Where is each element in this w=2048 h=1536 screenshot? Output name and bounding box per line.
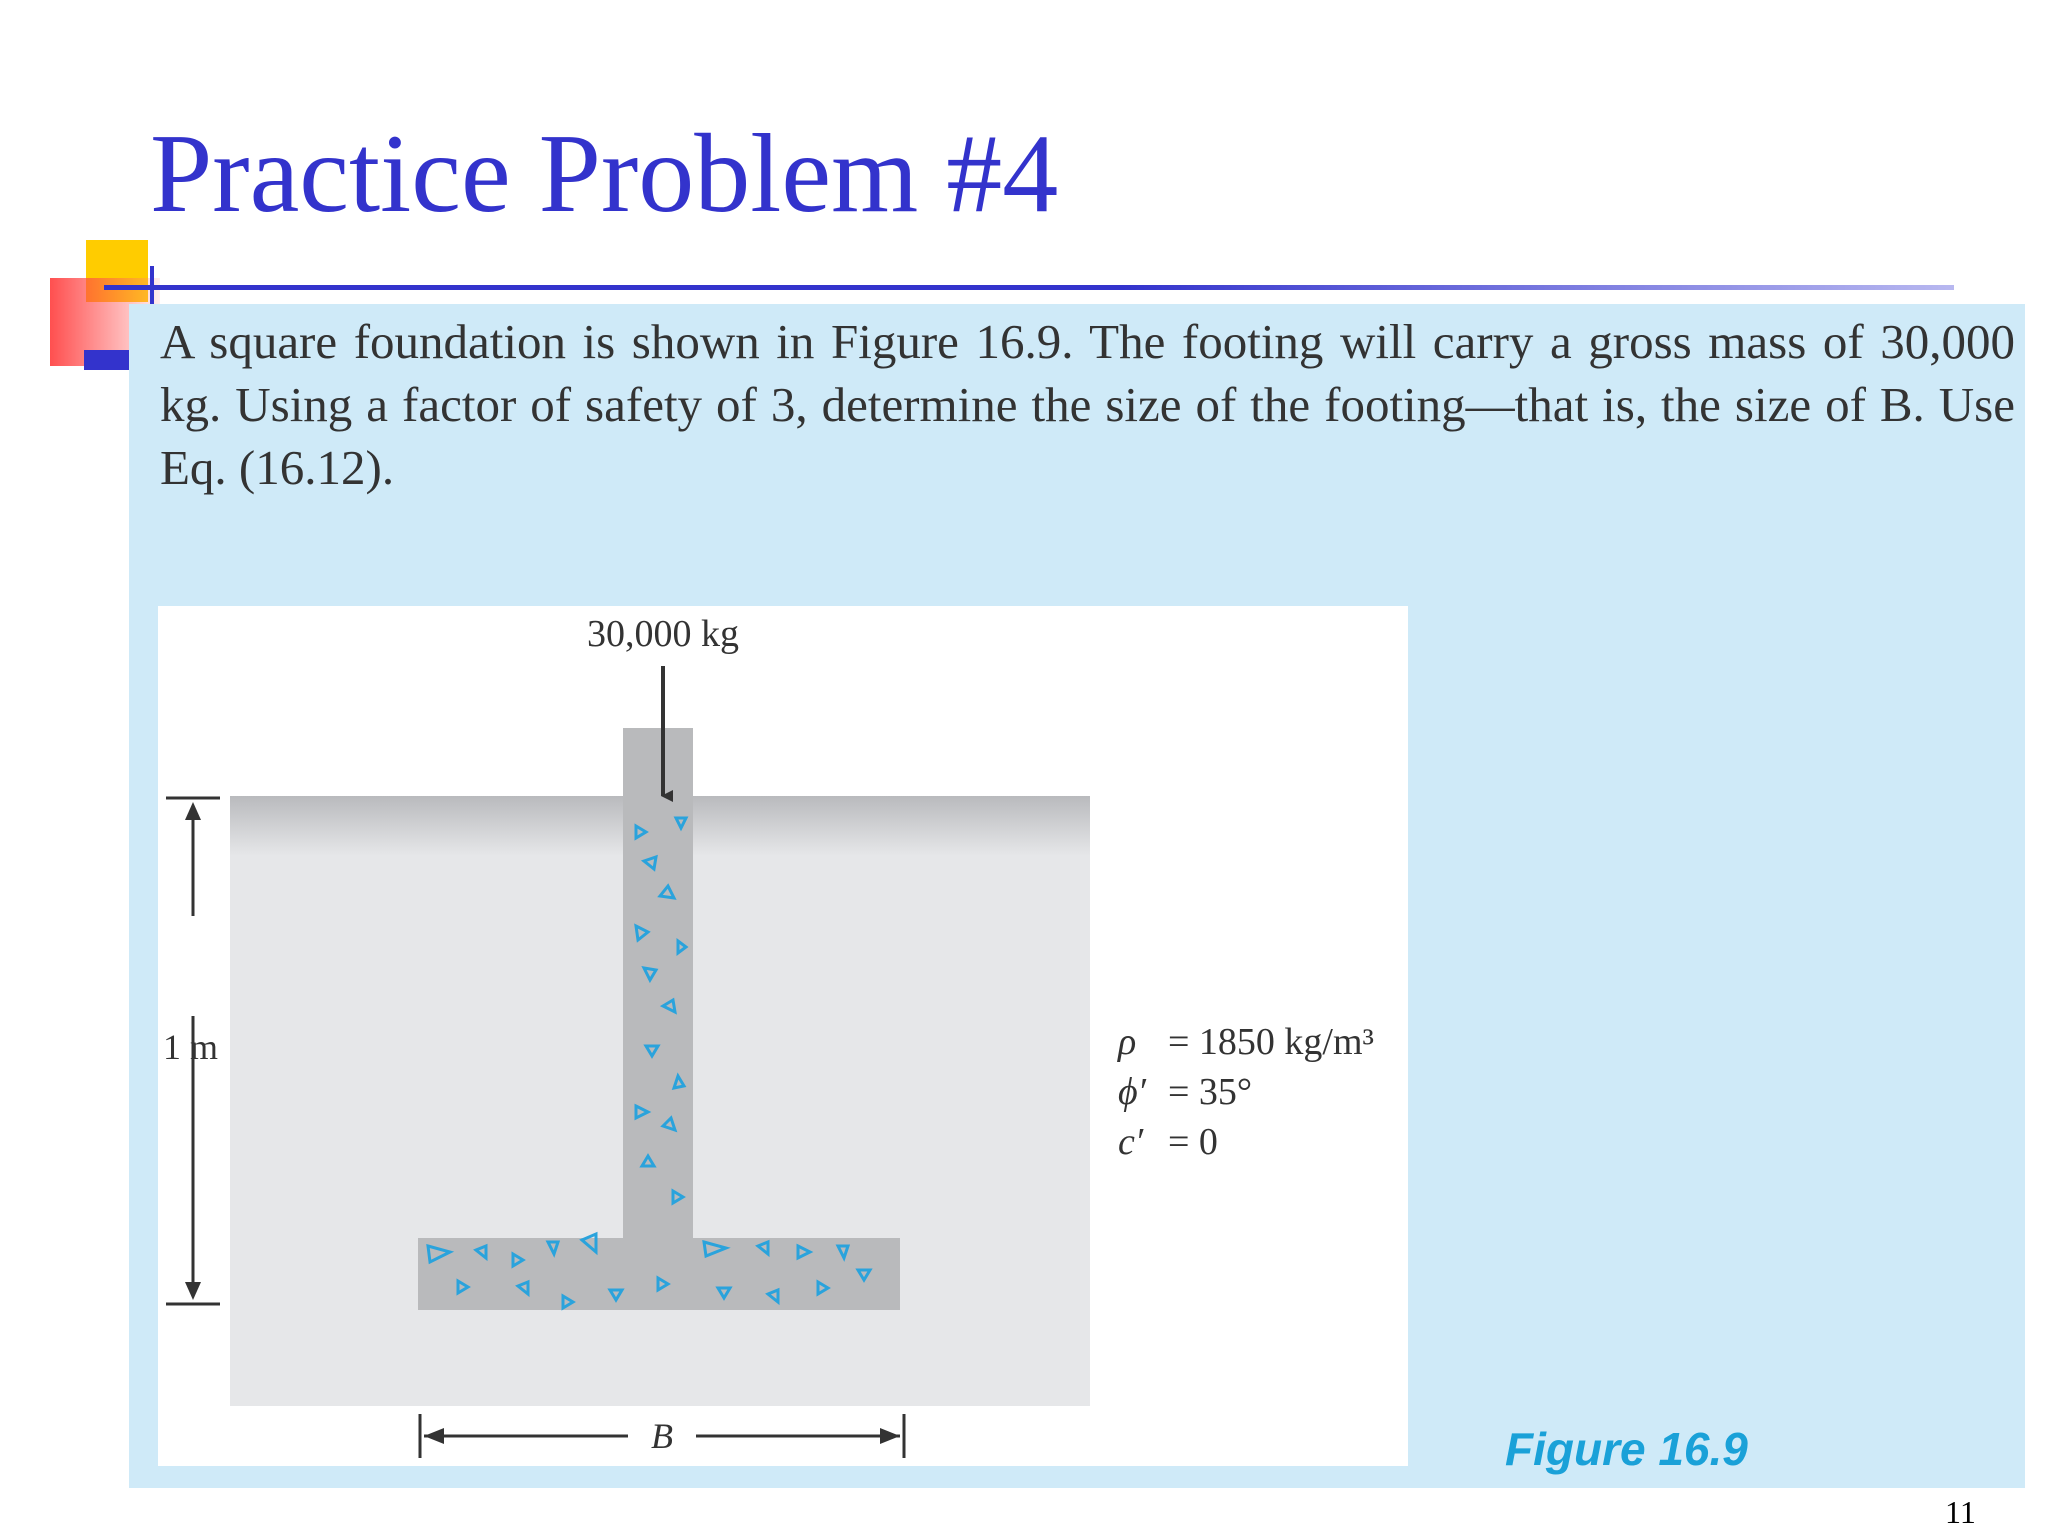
decorative-blue-bar <box>84 350 132 370</box>
width-arrow-right <box>880 1428 900 1444</box>
soil-properties <box>1117 1021 1374 1163</box>
foundation-diagram <box>158 606 1408 1466</box>
page-number: 11 <box>1945 1494 1976 1530</box>
column <box>623 728 693 1218</box>
width-label: B <box>651 1416 673 1456</box>
property-value-c: = 0 <box>1168 1121 1218 1163</box>
slide-title: Practice Problem #4 <box>150 112 1059 236</box>
title-underline <box>104 285 1954 290</box>
footing <box>418 1238 900 1310</box>
property-symbol-phi: ϕ′ <box>1118 1071 1146 1113</box>
property-symbol-rho: ρ <box>1118 1021 1137 1063</box>
problem-statement: A square foundation is shown in Figure 16.9. The footing will carry a gross mass of 30,000 kg. Using a factor of safety of 3, determine the size of the footing—that is, the size of B. Use Eq. (16.12). <box>160 314 2015 495</box>
depth-arrow-down <box>185 1282 201 1300</box>
figure-caption: Figure 16.9 <box>1505 1423 1748 1475</box>
load-label: 30,000 kg <box>587 613 739 655</box>
depth-label: 1 m <box>163 1027 219 1067</box>
width-arrow-left <box>424 1428 444 1444</box>
depth-arrow-up <box>185 802 201 820</box>
property-value-phi: = 35° <box>1168 1071 1253 1113</box>
property-value-rho: = 1850 kg/m³ <box>1168 1021 1374 1063</box>
figure-16-9 <box>158 606 1408 1466</box>
property-symbol-c: c′ <box>1118 1121 1144 1163</box>
column-footing-joint <box>623 1206 693 1246</box>
